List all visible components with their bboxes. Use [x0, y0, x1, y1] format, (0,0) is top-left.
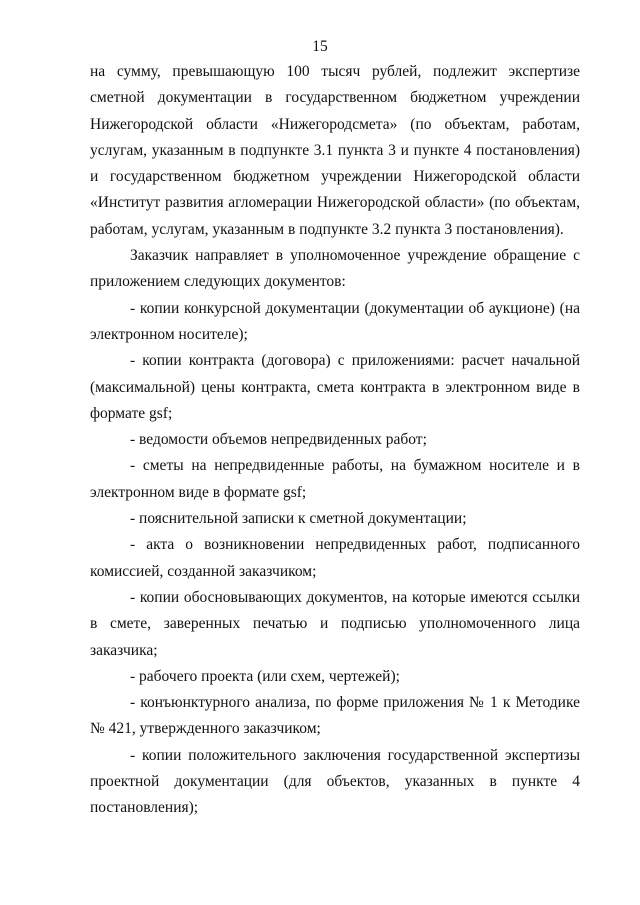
document-body [90, 59, 580, 822]
list-item-tender-docs: - копии конкурсной документации (документации об аукционе) (на электронном носителе); [90, 299, 580, 343]
list-item-contract-copy: - копии контракта (договора) с приложениями: расчет начальной (максимальной) цены контракта, смета контракта в электронном виде в формате gsf; [90, 352, 580, 422]
list-item-market-analysis: - конъюнктурного анализа, по форме приложения № 1 к Методике № 421, утвержденного заказчиком; [90, 694, 580, 738]
list-item-act: - акта о возникновении непредвиденных работ, подписанного комиссией, созданной заказчиком; [90, 536, 580, 580]
page-number: 15 [312, 38, 328, 55]
list-item-expert-conclusion: - копии положительного заключения государственной экспертизы проектной документации (для объектов, указанных в пункте 4 постановления); [90, 746, 580, 817]
list-item-supporting-docs: - копии обосновывающих документов, на которые имеются ссылки в смете, заверенных печатью и подписью уполномоченного лица заказчика; [90, 588, 580, 659]
paragraph-continuation: на сумму, превышающую 100 тысяч рублей, подлежит экспертизе сметной документации в государственном бюджетном учреждении Нижегородской области «Нижегородсмета» (по объектам, работам, услугам, указанным в подпункте 3.1 пункта 3 и пункте 4 постановления) и государственном бюджетном учреждении Нижегородской области «Институт развития агломерации Нижегородской области» (по объектам, работам, услугам, указанным в подпункте 3.2 пункта 3 постановления). [90, 63, 580, 238]
list-item-explanatory-note: - пояснительной записки к сметной документации; [130, 510, 467, 528]
list-item-working-project: - рабочего проекта (или схем, чертежей); [130, 667, 400, 685]
list-item-estimates: - сметы на непредвиденные работы, на бумажном носителе и в электронном виде в формате gsf; [90, 457, 580, 501]
paragraph-request-intro: Заказчик направляет в уполномоченное учреждение обращение с приложением следующих документов: [90, 247, 580, 291]
list-item-work-statements: - ведомости объемов непредвиденных работ; [130, 431, 427, 449]
